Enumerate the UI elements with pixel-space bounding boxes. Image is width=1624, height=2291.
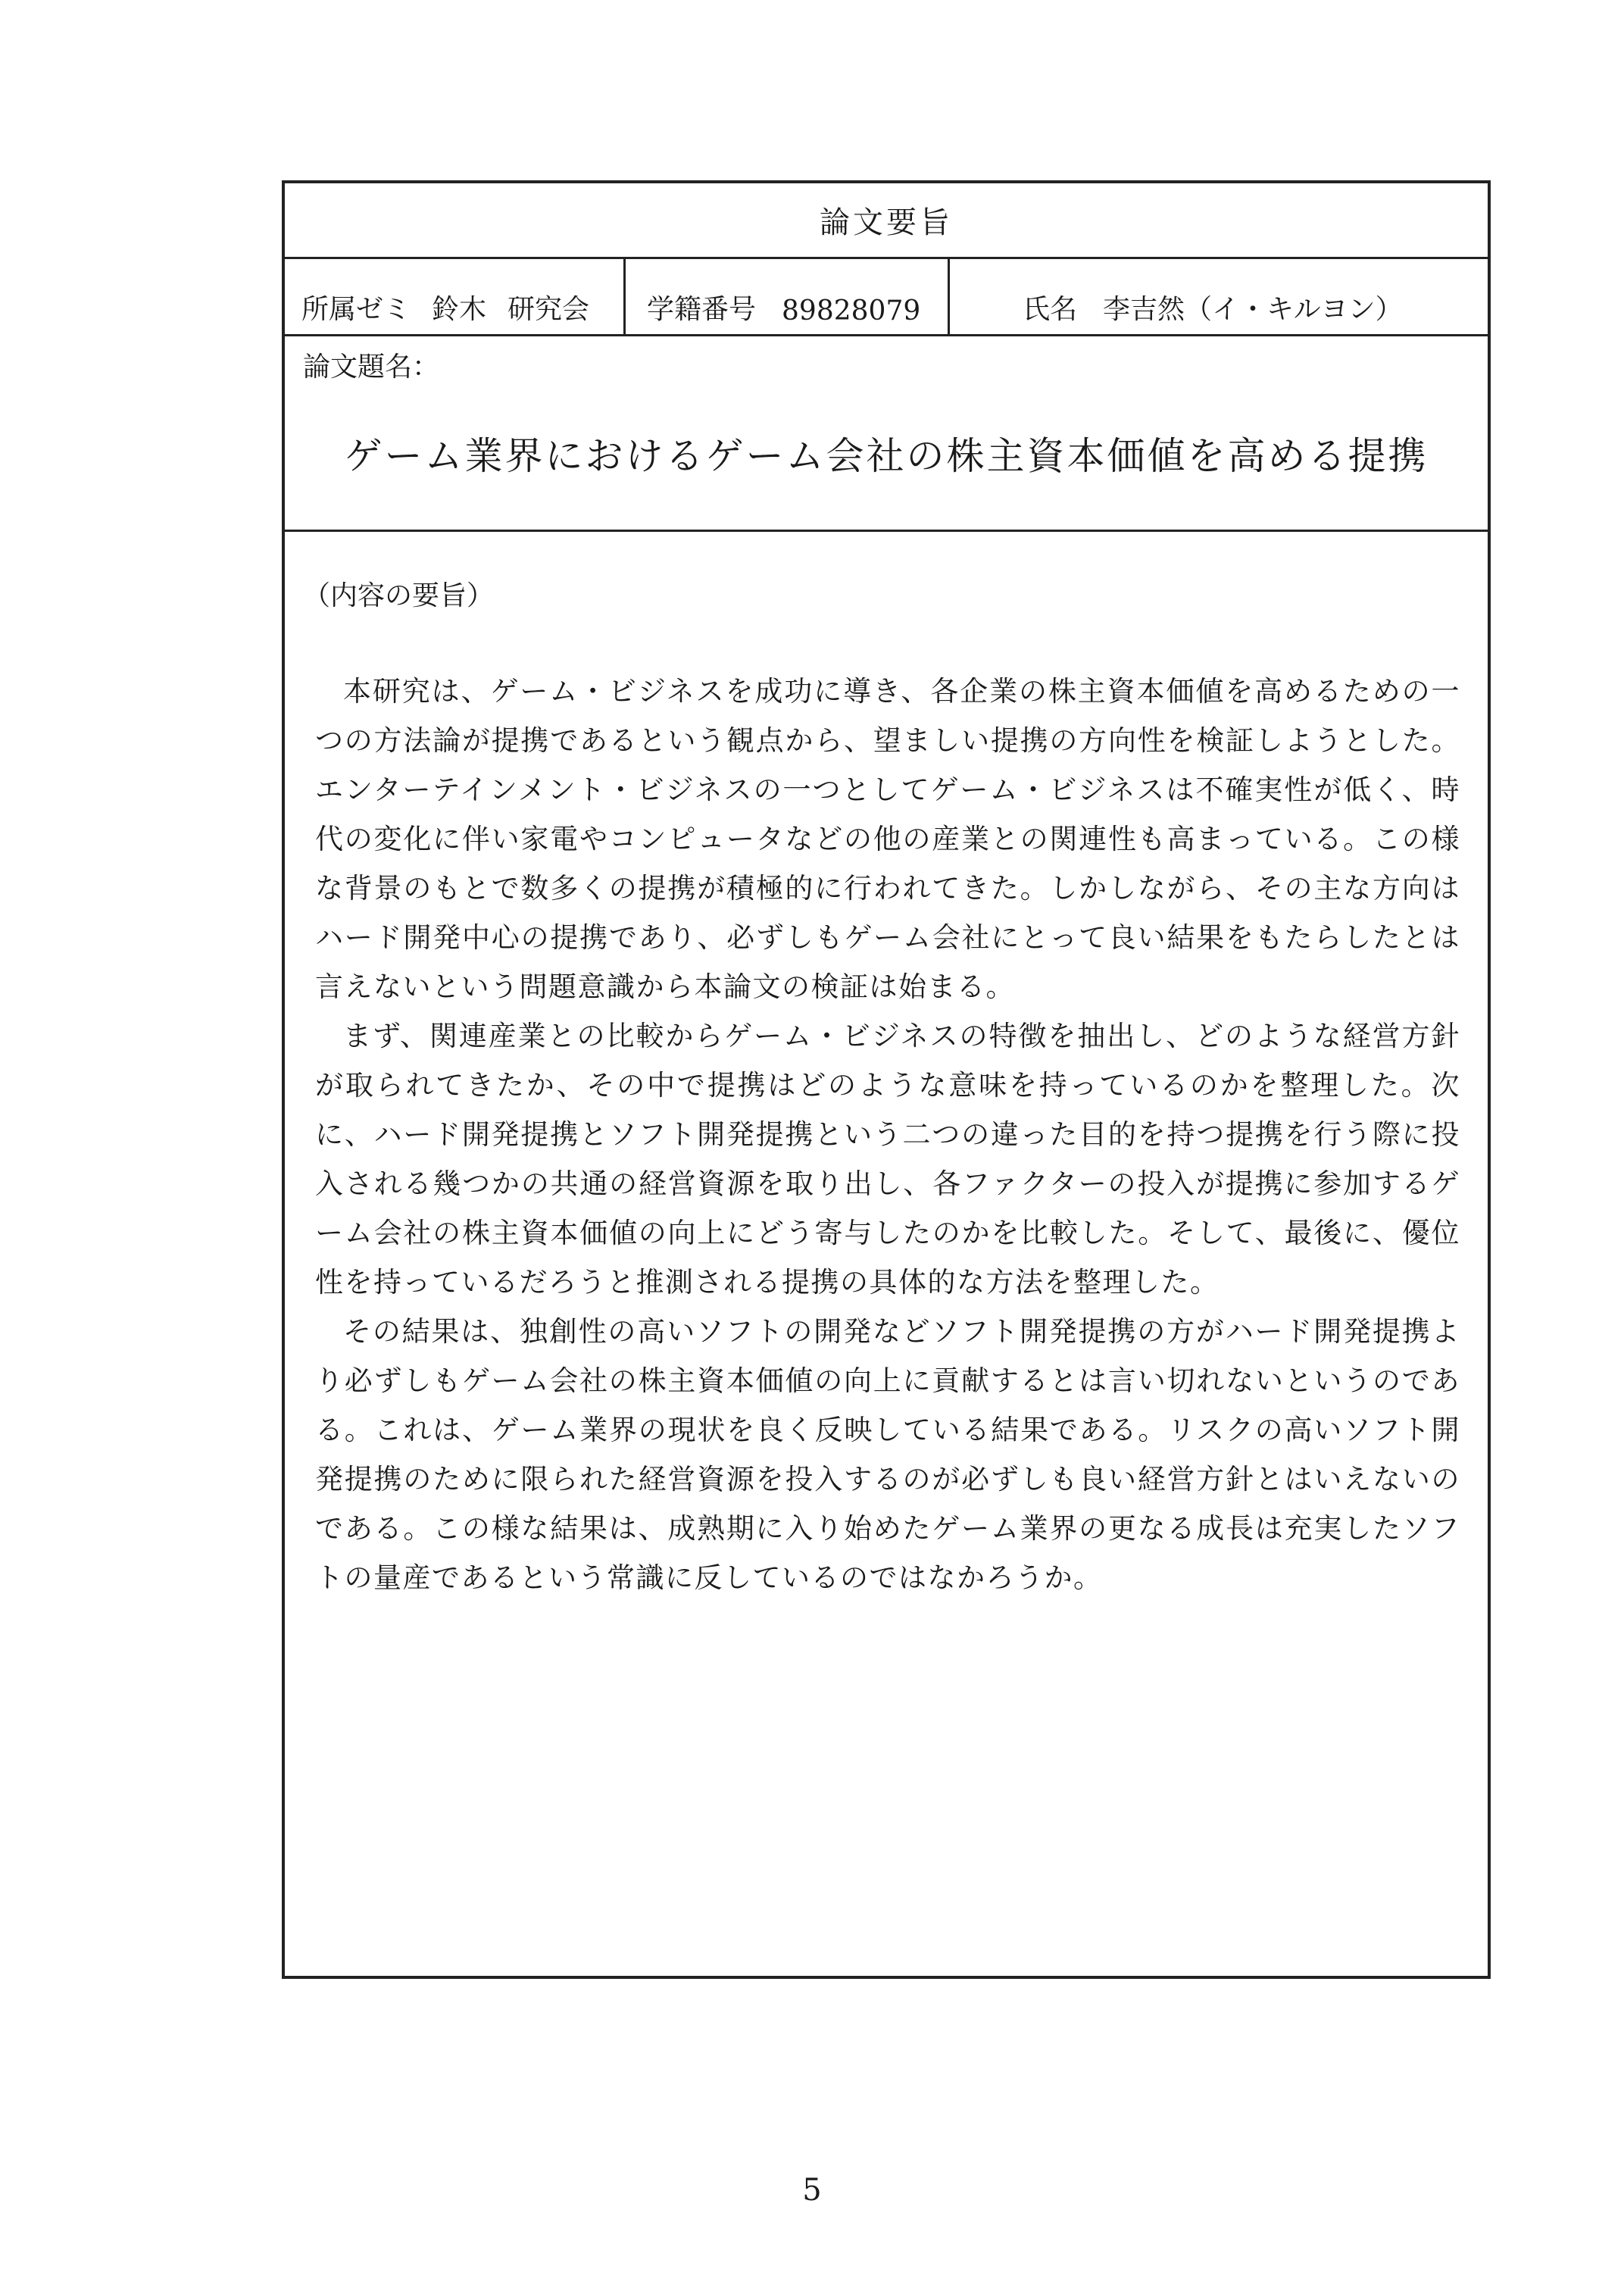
summary-paragraph-3: その結果は、独創性の高いソフトの開発などソフト開発提携の方がハード開発提携より必ずしもゲーム会社の株主資本価値の向上に貢献するとは言い切れないというのである。これは、ゲーム業界の現状を良く反映している結果である。リスクの高いソフト開発提携のために限られた経営資源を投入するのが必ずしも良い経営方針とはいえないのである。この様な結果は、成熟期に入り始めたゲーム業界の更なる成長は充実したソフトの量産であるという常識に反しているのではなかろうか。 (315, 1315, 1460, 1594)
page-number: 5 (802, 2173, 822, 2208)
seminar-professor: 鈴木 (432, 294, 487, 325)
summary-paragraph-1: 本研究は、ゲーム・ビジネスを成功に導き、各企業の株主資本価値を高めるための一つの方法論が提携であるという観点から、望ましい提携の方向性を検証しようとした。エンターテインメント・ビジネスの一つとしてゲーム・ビジネスは不確実性が低く、時代の変化に伴い家電やコンピュータなどの他の産業との関連性も高まっている。この様な背景のもとで数多くの提携が積極的に行われてきた。しかしながら、その主な方向はハード開発中心の提携であり、必ずしもゲーム会社にとって良い結果をもたらしたとは言えないという問題意識から本論文の検証は始まる。 (315, 675, 1460, 1003)
student-id-label: 学籍番号 (647, 294, 757, 325)
student-id-value: 89828079 (782, 295, 921, 327)
seminar-cell (285, 259, 626, 334)
summary-text (315, 667, 1460, 1602)
thesis-summary-form (282, 180, 1491, 1979)
student-info-row (285, 259, 1488, 336)
thesis-title: ゲーム業界におけるゲーム会社の株主資本価値を高める提携 (344, 434, 1429, 478)
student-name-cell (950, 259, 1488, 334)
form-heading-row (285, 183, 1488, 259)
student-name-label: 氏名 (1023, 294, 1078, 325)
thesis-title-row (285, 336, 1488, 532)
seminar-label: 所属ゼミ (301, 294, 411, 325)
summary-label: （内容の要旨） (303, 580, 495, 611)
thesis-title-label: 論文題名： (303, 352, 440, 383)
seminar-suffix: 研究会 (508, 294, 590, 325)
form-heading: 論文要旨 (820, 205, 953, 240)
summary-body-row (285, 532, 1488, 1976)
student-name-value: 李吉然（イ・キルヨン） (1103, 294, 1403, 325)
student-id-cell (626, 259, 950, 334)
summary-paragraph-2: まず、関連産業との比較からゲーム・ビジネスの特徴を抽出し、どのような経営方針が取られてきたか、その中で提携はどのような意味を持っているのかを整理した。次に、ハード開発提携とソフト開発提携という二つの違った目的を持つ提携を行う際に投入される幾つかの共通の経営資源を取り出し、各ファクターの投入が提携に参加するゲーム会社の株主資本価値の向上にどう寄与したのかを比較した。そして、最後に、優位性を持っているだろうと推測される提携の具体的な方法を整理した。 (315, 1020, 1460, 1299)
